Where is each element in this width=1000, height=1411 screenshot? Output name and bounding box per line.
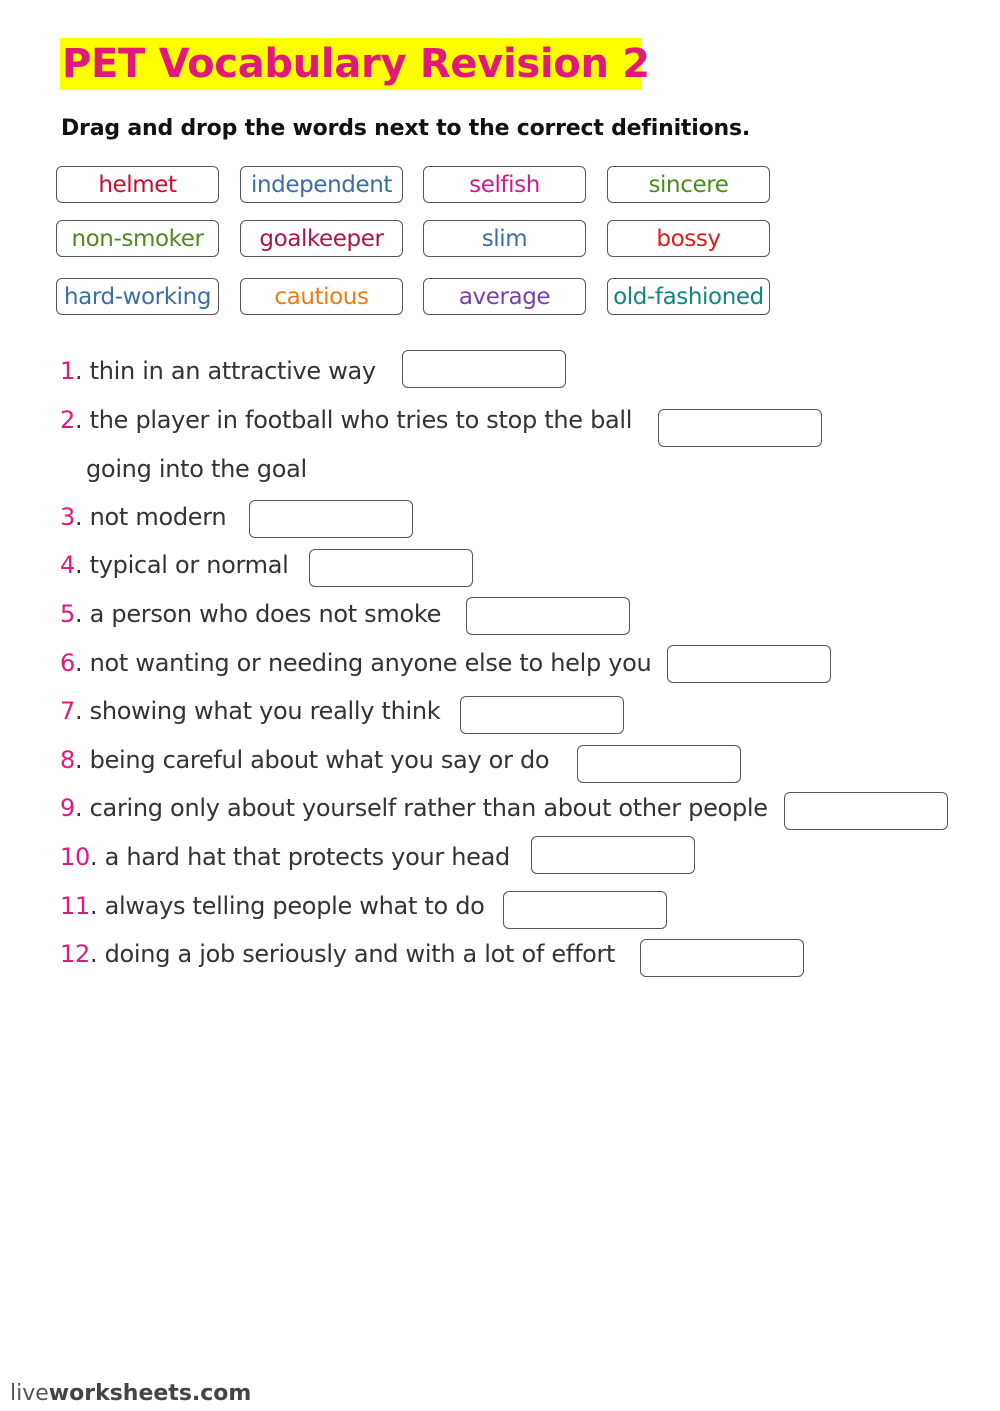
question-5	[60, 599, 441, 629]
question-text: . not wanting or needing anyone else to help you	[74, 649, 652, 677]
question-text: . being careful about what you say or do	[74, 746, 550, 774]
question-text: . doing a job seriously and with a lot of effort	[89, 940, 616, 968]
answer-box-3[interactable]	[249, 500, 413, 538]
answer-box-10[interactable]	[531, 836, 695, 874]
question-12	[60, 939, 615, 969]
question-number: 1	[60, 357, 75, 385]
question-11	[60, 891, 485, 921]
question-number: 12	[60, 940, 90, 968]
question-2-continued: going into the goal	[86, 455, 307, 483]
question-4	[60, 550, 289, 580]
word-chip-label: sincere	[648, 171, 729, 198]
question-7	[60, 696, 440, 726]
answer-box-9[interactable]	[784, 792, 948, 830]
word-chip-label: hard-working	[63, 283, 212, 310]
logo-brand: worksheets.com	[48, 1381, 252, 1406]
answer-box-6[interactable]	[667, 645, 831, 683]
word-chip-label: cautious	[274, 283, 369, 310]
question-text: . the player in football who tries to stop the ball	[74, 406, 633, 434]
word-chip-label: bossy	[656, 225, 721, 252]
question-1	[60, 356, 376, 386]
question-text: . typical or normal	[74, 551, 289, 579]
word-chip-label: average	[458, 283, 551, 310]
question-number: 11	[60, 892, 90, 920]
word-chip-label: old-fashioned	[613, 283, 764, 310]
question-text: . thin in an attractive way	[74, 357, 376, 385]
answer-box-1[interactable]	[402, 350, 566, 388]
word-chip-average[interactable]	[423, 278, 586, 315]
question-text: . showing what you really think	[74, 697, 441, 725]
word-chip-sincere[interactable]	[607, 166, 770, 203]
answer-box-5[interactable]	[466, 597, 630, 635]
word-chip-slim[interactable]	[423, 220, 586, 257]
question-text: . always telling people what to do	[89, 892, 485, 920]
word-chip-cautious[interactable]	[240, 278, 403, 315]
question-8	[60, 745, 549, 775]
logo-prefix: live	[10, 1381, 49, 1406]
question-number: 6	[60, 649, 75, 677]
question-number: 4	[60, 551, 75, 579]
question-number: 3	[60, 503, 75, 531]
word-chip-label: non-smoker	[71, 225, 204, 252]
answer-box-7[interactable]	[460, 696, 624, 734]
question-number: 2	[60, 406, 75, 434]
word-chip-selfish[interactable]	[423, 166, 586, 203]
question-10	[60, 842, 510, 872]
answer-box-12[interactable]	[640, 939, 804, 977]
word-chip-independent[interactable]	[240, 166, 403, 203]
question-3	[60, 502, 226, 532]
answer-box-4[interactable]	[309, 549, 473, 587]
word-chip-label: helmet	[98, 171, 177, 198]
word-chip-goalkeeper[interactable]	[240, 220, 403, 257]
instructions: Drag and drop the words next to the correct definitions.	[61, 116, 751, 141]
word-chip-helmet[interactable]	[56, 166, 219, 203]
question-text: . a hard hat that protects your head	[89, 843, 510, 871]
question-2	[60, 405, 632, 435]
word-chip-label: independent	[251, 171, 392, 198]
question-number: 5	[60, 600, 75, 628]
question-text: . a person who does not smoke	[74, 600, 442, 628]
question-text: . caring only about yourself rather than about other people	[74, 794, 768, 822]
word-chip-non-smoker[interactable]	[56, 220, 219, 257]
question-text: . not modern	[74, 503, 227, 531]
word-bank	[0, 0, 1000, 330]
liveworksheets-logo	[10, 1381, 251, 1406]
question-6	[60, 648, 651, 678]
answer-box-2[interactable]	[658, 409, 822, 447]
question-9	[60, 793, 768, 823]
question-number: 10	[60, 843, 90, 871]
answer-box-11[interactable]	[503, 891, 667, 929]
word-chip-label: selfish	[469, 171, 540, 198]
word-chip-label: slim	[481, 225, 528, 252]
question-number: 9	[60, 794, 75, 822]
word-chip-old-fashioned[interactable]	[607, 278, 770, 315]
word-chip-hard-working[interactable]	[56, 278, 219, 315]
question-number: 8	[60, 746, 75, 774]
question-number: 7	[60, 697, 75, 725]
word-chip-bossy[interactable]	[607, 220, 770, 257]
page-title: PET Vocabulary Revision 2	[60, 38, 642, 90]
answer-box-8[interactable]	[577, 745, 741, 783]
word-chip-label: goalkeeper	[259, 225, 384, 252]
